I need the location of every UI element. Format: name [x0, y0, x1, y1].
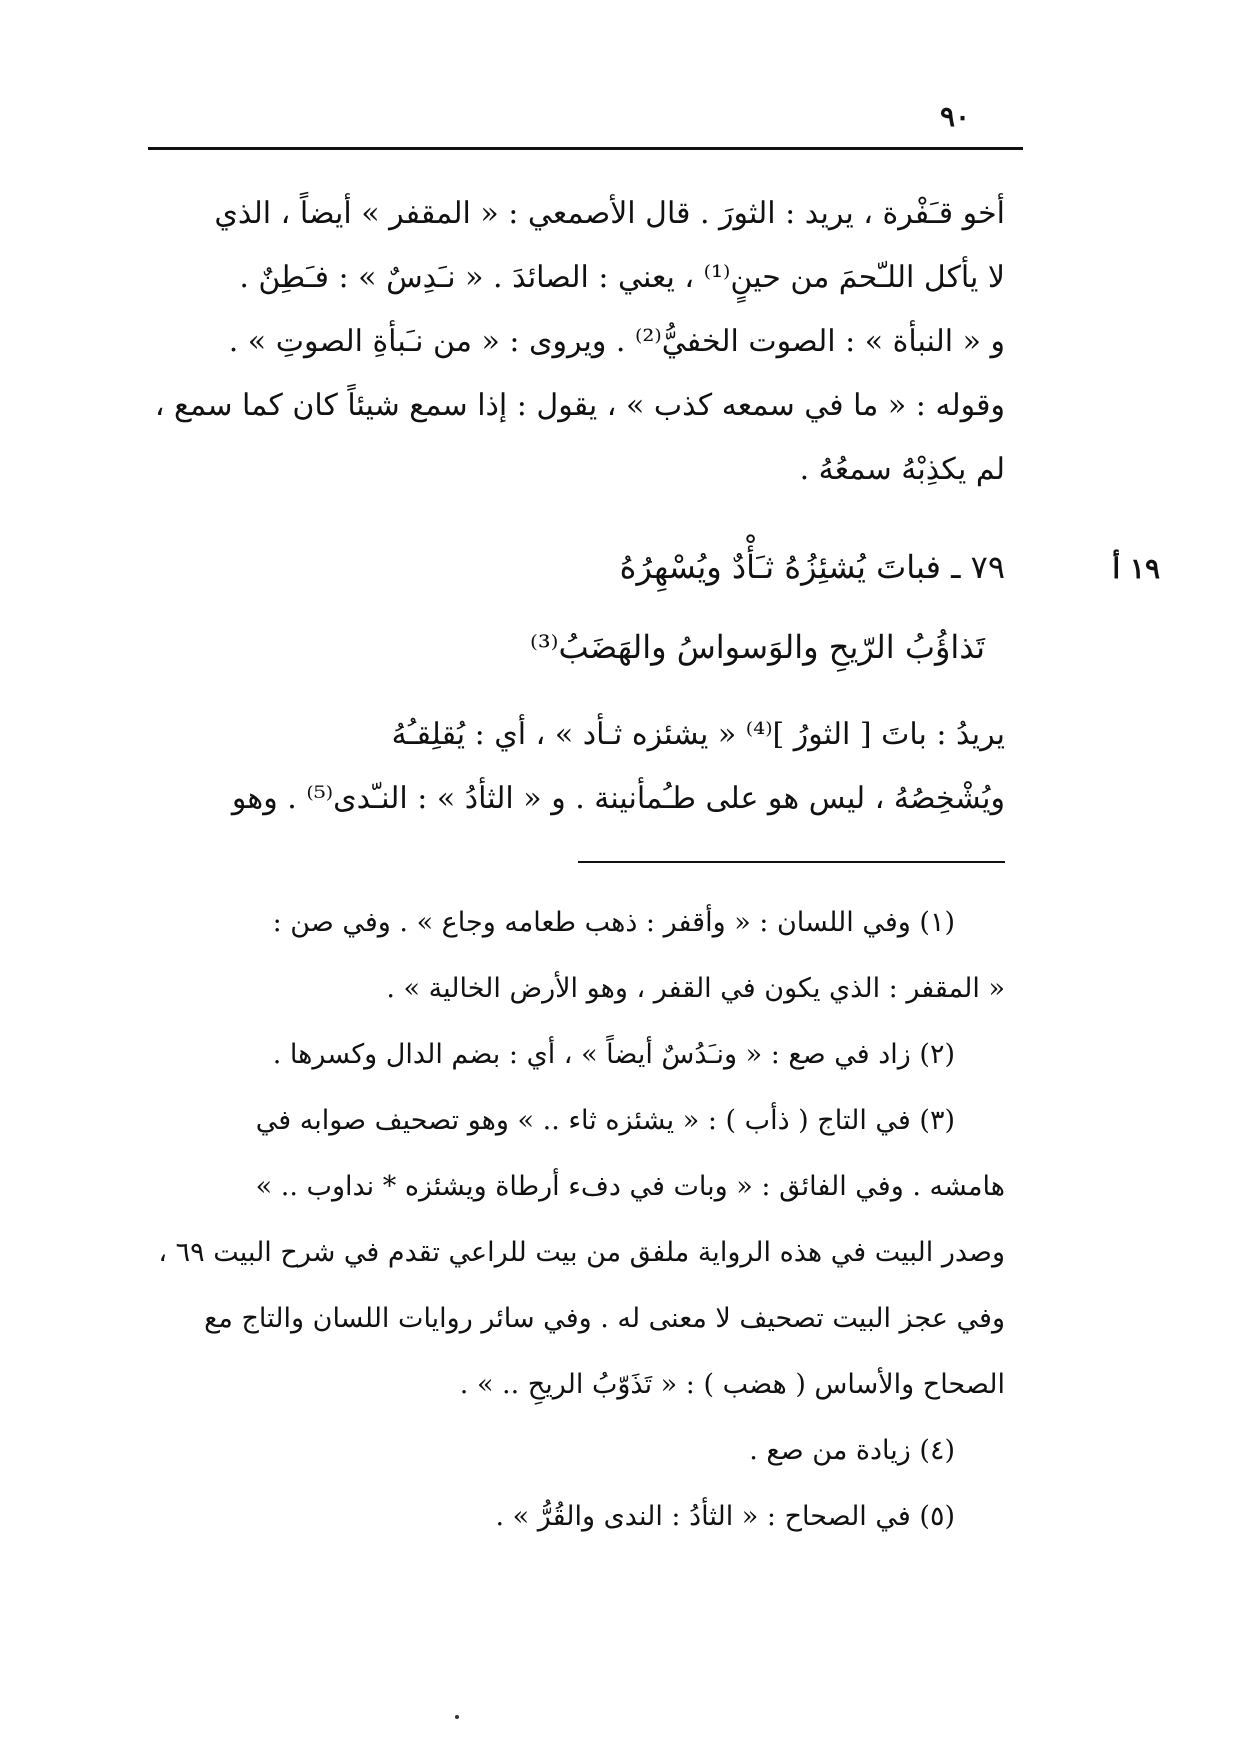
footnote-line: وفي عجز البيت تصحيف لا معنى له . وفي سائر روايات اللسان والتاج مع: [204, 1303, 1005, 1334]
commentary-bottom: [150, 703, 1005, 831]
footnote-rule: [578, 861, 1005, 863]
verse-first-hemistich: ٧٩ ـ فباتَ يُشئِزُهُ ثـَأْدٌ ويُسْهِرُهُ: [619, 548, 1005, 586]
commentary-line: لم يكذِبْهُ سمعُهُ .: [799, 452, 1005, 487]
footnote-line: (٤) زيادة من صع .: [749, 1435, 955, 1466]
footnote-line: (٢) زاد في صع : « ونـَدُسٌ أيضاً » ، أي : بضم الدال وكسرها .: [272, 1039, 955, 1070]
margin-reference: ١٩ أ: [1112, 552, 1160, 585]
commentary-line: و « النبأة » : الصوت الخفيُّ⁽²⁾ . ويروى : « من نـَبأةِ الصوتِ » .: [228, 324, 1005, 359]
footnote-line: (١) وفي اللسان : « وأقفر : ذهب طعامه وجاع » . وفي صن :: [272, 907, 955, 938]
commentary-line: يريدُ : باتَ [ الثورُ ]⁽⁴⁾ « يشئزه ثـأد » ، أي : يُقلِقـُهُ: [391, 717, 1005, 752]
commentary-line: أخو قـَفْرة ، يريد : الثورَ . قال الأصمعي : « المقفر » أيضاً ، الذي: [214, 196, 1005, 231]
footnote-line: « المقفر : الذي يكون في القفر ، وهو الأرض الخالية » .: [386, 973, 1005, 1004]
commentary-top: [150, 182, 1005, 502]
footnotes: [150, 890, 1005, 1550]
commentary-line: وقوله : « ما في سمعه كذب » ، يقول : إذا سمع شيئاً كان كما سمع ،: [154, 388, 1005, 423]
footnote-line: (٥) في الصحاح : « الثأدُ : الندى والقُرُّ » .: [495, 1501, 955, 1532]
header-rule: [148, 147, 1023, 150]
footnote-line: هامشه . وفي الفائق : « وبات في دفء أرطاة ويشئزه * نداوب .. »: [255, 1171, 1005, 1202]
commentary-line: ويُشْخِصُهُ ، ليس هو على طـُمأنينة . و « الثأدُ » : النـّدى⁽⁵⁾ . وهو: [231, 781, 1005, 816]
footnote-line: (٣) في التاج ( ذأب ) : « يشئزه ثاء .. » وهو تصحيف صوابه في: [255, 1105, 955, 1136]
footnote-line: وصدر البيت في هذه الرواية ملفق من بيت للراعي تقدم في شرح البيت ٦٩ ،: [158, 1237, 1005, 1268]
verse-second-hemistich: تَذاؤُبُ الرّيحِ والوَسواسُ والهَضَبُ⁽³⁾: [529, 628, 985, 666]
footnote-line: الصحاح والأساس ( هضب ) : « تَذَوّبُ الريحِ .. » .: [459, 1369, 1005, 1400]
stray-mark: [455, 1715, 459, 1719]
page-number: ٩٠: [939, 100, 971, 133]
commentary-line: لا يأكل اللـّحمَ من حينٍ⁽¹⁾ ، يعني : الصائدَ . « نـَدِسٌ » : فـَطِنٌ .: [239, 260, 1005, 295]
